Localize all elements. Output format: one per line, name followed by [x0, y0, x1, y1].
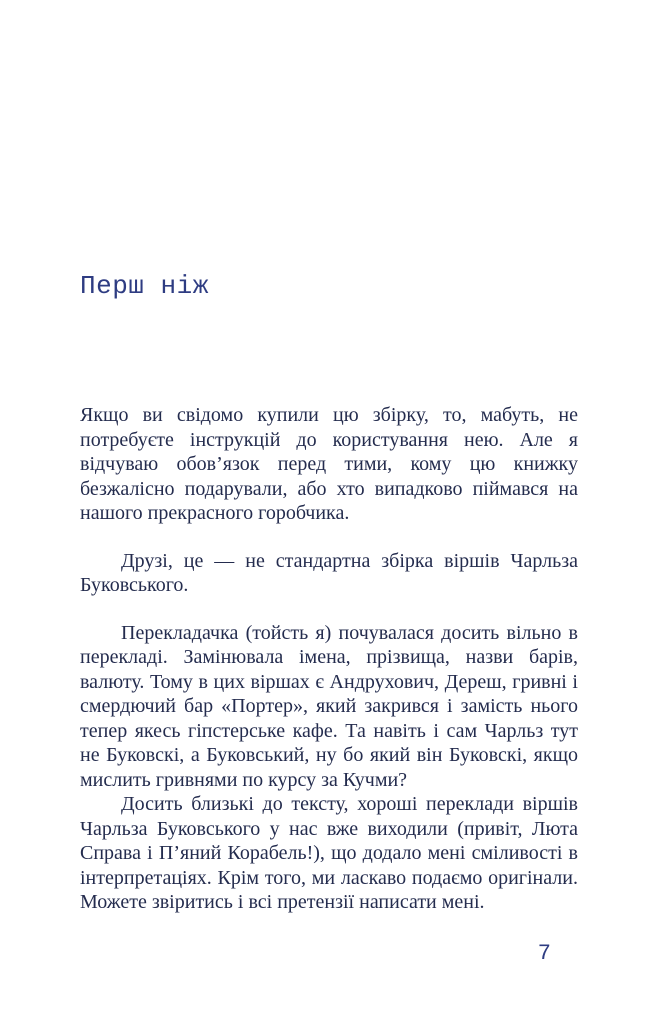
body-paragraph: Друзі, це — не стандартна збірка віршів Чарльза Буковського.	[80, 549, 578, 596]
page-content	[80, 403, 578, 915]
body-paragraph: Перекладачка (тойсть я) почувалася досить вільно в перекладі. Замінювала імена, прізвища, назви барів, валюту. Тому в цих віршах є Андрухович, Дереш, гривні і смердючий бар «Портер», який закрився і замість нього тепер якесь гіпстерське кафе. Та навіть і сам Чарльз тут не Буковскі, а Буковський, ну бо який він Буковскі, якщо мислить гривнями по курсу за Кучми?	[80, 621, 578, 791]
chapter-heading: Перш ніж	[80, 271, 209, 301]
body-paragraph: Якщо ви свідомо купили цю збірку, то, мабуть, не потребуєте інструкцій до користування нею. Але я відчуваю обов’язок перед тими, кому цю книжку безжалісно подарували, або хто випадково піймався на нашого прекрасного горобчика.	[80, 404, 578, 524]
page-footer	[80, 942, 578, 966]
page-number: 7	[537, 940, 551, 966]
body-paragraph: Досить близькі до тексту, хороші переклади віршів Чарльза Буковського у нас вже виходили (привіт, Люта Справа і П’яний Корабель!), що додало мені сміливості в інтерпретаціях. Крім того, ми ласкаво подаємо оригінали. Можете звіритись і всі претензії написати мені.	[80, 793, 578, 913]
